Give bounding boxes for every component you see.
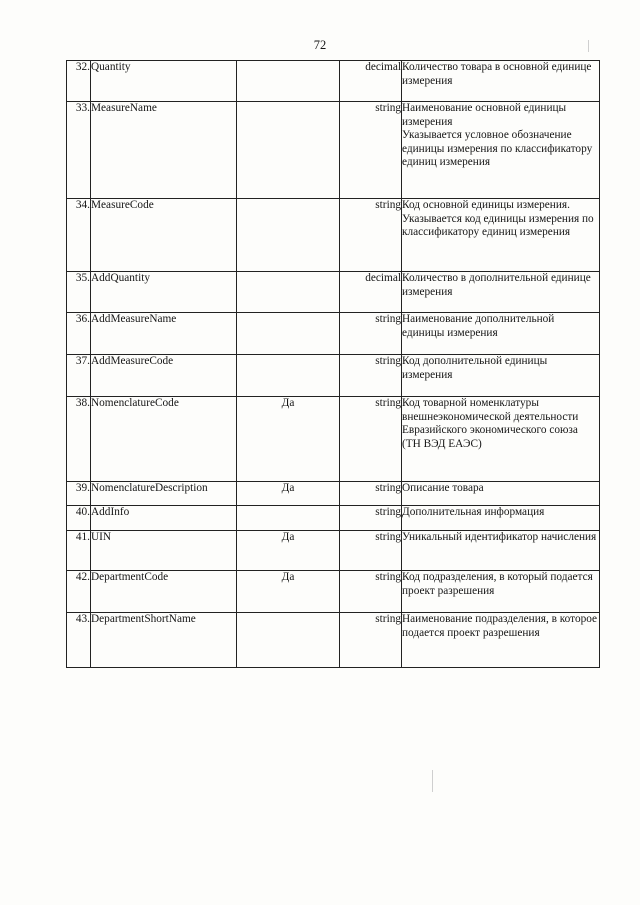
- field-name: MeasureName: [91, 102, 237, 199]
- field-name: NomenclatureCode: [91, 397, 237, 482]
- row-number: 36.: [67, 313, 91, 355]
- field-type: string: [340, 102, 402, 199]
- field-type: string: [340, 397, 402, 482]
- field-type: string: [340, 531, 402, 571]
- row-number: 43.: [67, 613, 91, 668]
- field-type: string: [340, 199, 402, 272]
- field-type: decimal: [340, 61, 402, 102]
- field-description: Описание товара: [402, 482, 600, 506]
- field-name: Quantity: [91, 61, 237, 102]
- row-number: 41.: [67, 531, 91, 571]
- page-number: 72: [313, 38, 327, 52]
- field-description: Код товарной номенклатуры внешнеэкономической деятельности Евразийского экономического союза (ТН ВЭД ЕАЭС): [402, 397, 600, 482]
- field-name: MeasureCode: [91, 199, 237, 272]
- table-row: [67, 531, 600, 571]
- required-flag: Да: [237, 482, 340, 506]
- row-number: 34.: [67, 199, 91, 272]
- field-type: decimal: [340, 272, 402, 313]
- field-description: Дополнительная информация: [402, 506, 600, 531]
- field-description: Количество в дополнительной единице измерения: [402, 272, 600, 313]
- table-row: [67, 102, 600, 199]
- field-type: string: [340, 613, 402, 668]
- field-name: DepartmentShortName: [91, 613, 237, 668]
- row-number: 37.: [67, 355, 91, 397]
- field-description: Наименование подразделения, в которое подается проект разрешения: [402, 613, 600, 668]
- field-description: Код дополнительной единицы измерения: [402, 355, 600, 397]
- required-flag: [237, 199, 340, 272]
- required-flag: [237, 61, 340, 102]
- field-type: string: [340, 506, 402, 531]
- row-number: 38.: [67, 397, 91, 482]
- field-spec-table: [66, 60, 600, 668]
- required-flag: Да: [237, 571, 340, 613]
- required-flag: [237, 102, 340, 199]
- row-number: 32.: [67, 61, 91, 102]
- table-row: [67, 313, 600, 355]
- field-description: Наименование основной единицы измерения Указывается условное обозначение единицы измерения по классификатору единиц измерения: [402, 102, 600, 199]
- required-flag: [237, 506, 340, 531]
- field-name: AddInfo: [91, 506, 237, 531]
- field-description: Код основной единицы измерения. Указывается код единицы измерения по классификатору единиц измерения: [402, 199, 600, 272]
- table-row: [67, 61, 600, 102]
- field-type: string: [340, 571, 402, 613]
- required-flag: Да: [237, 397, 340, 482]
- table-row: [67, 482, 600, 506]
- required-flag: [237, 355, 340, 397]
- scan-mark: [588, 40, 589, 52]
- table-row: [67, 613, 600, 668]
- required-flag: [237, 613, 340, 668]
- row-number: 40.: [67, 506, 91, 531]
- table-body: [67, 61, 600, 668]
- row-number: 42.: [67, 571, 91, 613]
- field-type: string: [340, 482, 402, 506]
- required-flag: Да: [237, 531, 340, 571]
- field-name: NomenclatureDescription: [91, 482, 237, 506]
- field-type: string: [340, 355, 402, 397]
- required-flag: [237, 272, 340, 313]
- field-description: Уникальный идентификатор начисления: [402, 531, 600, 571]
- field-description: Количество товара в основной единице измерения: [402, 61, 600, 102]
- field-name: AddQuantity: [91, 272, 237, 313]
- field-name: UIN: [91, 531, 237, 571]
- required-flag: [237, 313, 340, 355]
- field-description: Наименование дополнительной единицы измерения: [402, 313, 600, 355]
- row-number: 39.: [67, 482, 91, 506]
- table-row: [67, 272, 600, 313]
- field-description: Код подразделения, в который подается проект разрешения: [402, 571, 600, 613]
- table-row: [67, 355, 600, 397]
- field-name: AddMeasureName: [91, 313, 237, 355]
- field-name: AddMeasureCode: [91, 355, 237, 397]
- table-row: [67, 506, 600, 531]
- row-number: 35.: [67, 272, 91, 313]
- table-row: [67, 571, 600, 613]
- field-type: string: [340, 313, 402, 355]
- row-number: 33.: [67, 102, 91, 199]
- table-row: [67, 199, 600, 272]
- field-name: DepartmentCode: [91, 571, 237, 613]
- scan-mark: [432, 770, 433, 792]
- table-row: [67, 397, 600, 482]
